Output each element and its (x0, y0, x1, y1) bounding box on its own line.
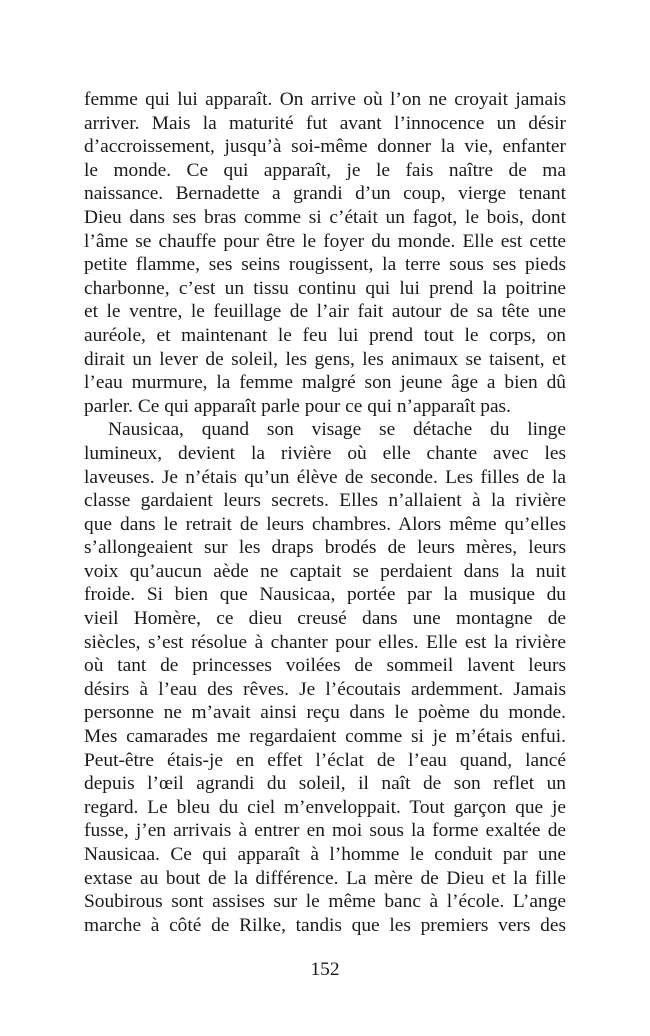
text-line: marche à côté de Rilke, tandis que les premiers vers des (84, 914, 566, 936)
text-line: l’âme se chauffe pour être le foyer du monde. Elle est cette (84, 230, 566, 252)
text-line: l’eau murmure, la femme malgré son jeune âge a bien dû (84, 372, 566, 394)
text-line: Peut-être étais-je en effet l’éclat de l’eau quand, lancé (84, 749, 566, 771)
text-line: petite flamme, ses seins rougissent, la terre sous ses pieds (84, 254, 566, 276)
text-line: personne ne m’avait ainsi reçu dans le poème du monde. (84, 702, 566, 724)
text-line: dirait un lever de soleil, les gens, les animaux se taisent, et (84, 348, 566, 370)
text-line: fusse, j’en arrivais à entrer en moi sous la forme exaltée de (84, 820, 566, 842)
text-line: Soubirous sont assises sur le même banc à l’école. L’ange (84, 891, 566, 913)
text-line: extase au bout de la différence. La mère de Dieu et la fille (84, 867, 566, 889)
text-line: femme qui lui apparaît. On arrive où l’on ne croyait jamais (84, 89, 566, 110)
text-line: désirs à l’eau des rêves. Je l’écoutais ardemment. Jamais (84, 678, 566, 700)
text-line: Nausicaa. Ce qui apparaît à l’homme le conduit par une (84, 844, 566, 865)
text-line: que dans le retrait de leurs chambres. Alors même qu’elles (84, 513, 566, 535)
text-line: Nausicaa, quand son visage se détache du linge (108, 419, 566, 441)
text-line: où tant de princesses voilées de sommeil lavent leurs (84, 655, 566, 677)
text-line: arriver. Mais la maturité fut avant l’innocence un désir (84, 112, 566, 134)
text-line: s’allongeaient sur les draps brodés de leurs mères, leurs (84, 537, 566, 559)
text-line: classe gardaient leurs secrets. Elles n’allaient à la rivière (84, 490, 566, 512)
text-line: parler. Ce qui apparaît parle pour ce qui n’apparaît pas. (84, 395, 511, 417)
text-line: auréole, et maintenant le feu lui prend tout le corps, on (84, 324, 566, 346)
text-body (84, 88, 566, 937)
text-line: charbonne, c’est un tissu continu qui lui prend la poitrine (84, 277, 566, 299)
text-line: le monde. Ce qui apparaît, je le fais naître de ma (84, 159, 566, 181)
text-line: siècles, s’est résolue à chanter pour elles. Elle est la rivière (84, 631, 566, 653)
text-line: et le ventre, le feuillage de l’air fait autour de sa tête une (84, 301, 566, 323)
text-line: laveuses. Je n’étais qu’un élève de seconde. Les filles de la (84, 466, 566, 488)
paragraph (84, 88, 566, 418)
page-body (84, 88, 566, 937)
paragraph (84, 418, 566, 937)
text-line: naissance. Bernadette a grandi d’un coup, vierge tenant (84, 183, 566, 205)
text-line: d’accroissement, jusqu’à soi-même donner la vie, enfanter (84, 136, 566, 158)
text-line: lumineux, devient la rivière où elle chante avec les (84, 442, 566, 464)
text-line: regard. Le bleu du ciel m’enveloppait. Tout garçon que je (84, 796, 566, 818)
text-line: depuis l’œil agrandi du soleil, il naît de son reflet un (84, 773, 566, 795)
text-line: froide. Si bien que Nausicaa, portée par la musique du (84, 584, 566, 606)
text-line: voix qu’aucun aède ne captait se perdaient dans la nuit (84, 560, 566, 582)
text-line: Dieu dans ses bras comme si c’était un fagot, le bois, dont (84, 206, 566, 228)
page-number: 152 (310, 959, 340, 980)
text-line: vieil Homère, ce dieu creusé dans une montagne de (84, 608, 566, 630)
text-line: Mes camarades me regardaient comme si je m’étais enfui. (84, 726, 566, 748)
